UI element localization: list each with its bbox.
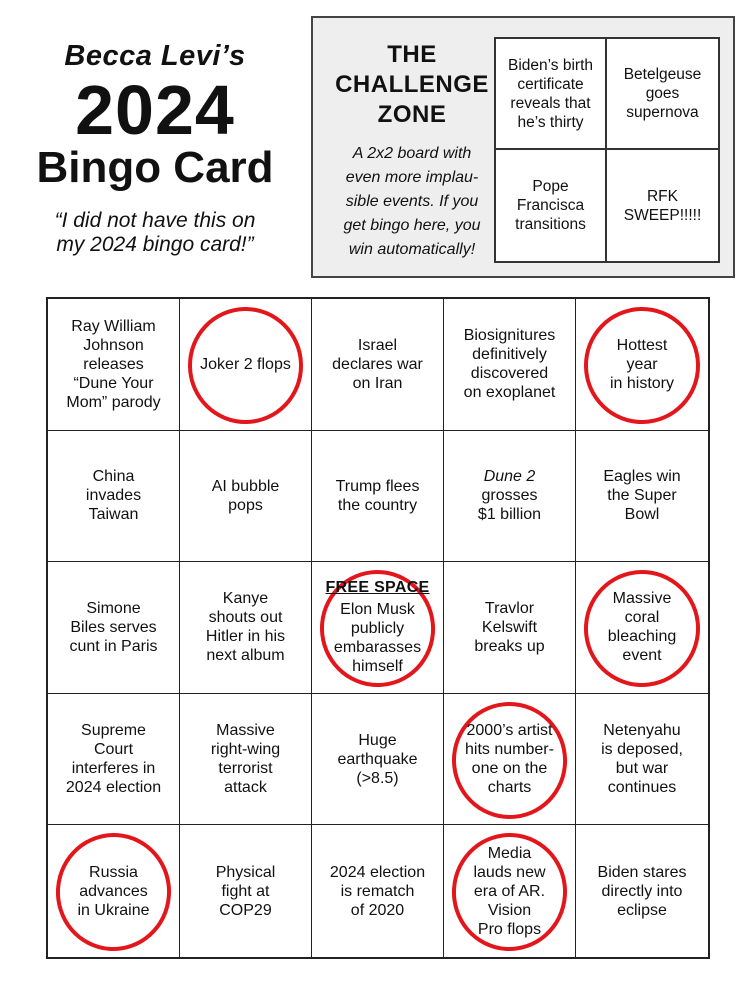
challenge-cell[interactable]	[496, 150, 607, 261]
bingo-cell-text: Elon Musk publicly embarasses himself	[333, 601, 422, 676]
challenge-title: THE CHALLENGE ZONE	[335, 41, 489, 128]
challenge-description: A 2x2 board with even more implau- sible events. If you get bingo here, you win automatically!	[343, 145, 481, 258]
bingo-cell[interactable]	[576, 299, 708, 431]
bingo-cell[interactable]	[180, 694, 312, 826]
bingo-cell[interactable]	[312, 694, 444, 826]
bingo-cell-text: Massive right-wing terrorist attack	[210, 722, 281, 797]
bingo-cell[interactable]	[444, 825, 576, 957]
bingo-cell-text: Travlor Kelswift breaks up	[474, 599, 545, 655]
challenge-grid	[494, 37, 720, 263]
bingo-cell[interactable]	[444, 694, 576, 826]
bingo-cell-text: Huge earthquake (>8.5)	[337, 731, 418, 787]
bingo-cell-text: AI bubble pops	[211, 477, 280, 514]
bingo-cell-text: Physical fight at COP29	[215, 863, 276, 919]
challenge-cell-text: RFK SWEEP!!!!!	[623, 187, 702, 224]
bingo-cell[interactable]	[312, 825, 444, 957]
bingo-cell[interactable]	[576, 825, 708, 957]
bingo-cell-text: Kanye shouts out Hitler in his next album	[205, 590, 286, 665]
bingo-cell-text: Massive coral bleaching event	[607, 590, 677, 665]
challenge-cell[interactable]	[607, 39, 718, 150]
challenge-cell-text: Pope Francisca transitions	[515, 178, 586, 233]
bingo-cell-text: Hottest year in history	[609, 336, 675, 392]
bingo-cell-text: 2024 election is rematch of 2020	[329, 863, 426, 919]
bingo-cell[interactable]	[48, 694, 180, 826]
bingo-cell[interactable]	[312, 299, 444, 431]
challenge-zone	[311, 16, 735, 278]
bingo-cell[interactable]	[576, 431, 708, 563]
bingo-cell[interactable]	[312, 431, 444, 563]
bingo-cell-text: Supreme Court interferes in 2024 election	[65, 722, 162, 797]
bingo-cell[interactable]	[180, 825, 312, 957]
bingo-cell-text: Biosignitures definitively discovered on exoplanet	[463, 327, 556, 402]
bingo-cell-text: Media lauds new era of AR. Vision Pro flops	[473, 844, 546, 938]
bingo-cell[interactable]	[48, 562, 180, 694]
bingo-cell-text: Dune 2 grosses $1 billion	[477, 468, 542, 524]
bingo-cell-text: Netenyahu is deposed, but war continues	[601, 722, 683, 797]
card-header	[20, 40, 290, 257]
bingo-cell-text: China invades Taiwan	[85, 468, 142, 524]
bingo-cell[interactable]	[576, 562, 708, 694]
bingo-cell[interactable]	[444, 431, 576, 563]
bingo-cell-text: 2000’s artist hits number- one on the charts	[465, 722, 554, 797]
challenge-cell[interactable]	[496, 39, 607, 150]
bingo-cell-text: Simone Biles serves cunt in Paris	[69, 599, 158, 655]
bingo-cell[interactable]	[48, 825, 180, 957]
bingo-cell-text: Israel declares war on Iran	[332, 336, 423, 392]
bingo-cell-text: Russia advances in Ukraine	[77, 863, 150, 919]
challenge-cell[interactable]	[607, 150, 718, 261]
bingo-cell-text: Biden stares directly into eclipse	[597, 863, 687, 919]
free-space-label: FREE SPACE	[325, 579, 430, 597]
bingo-cell[interactable]	[180, 562, 312, 694]
bingo-cell-free-space[interactable]	[312, 562, 444, 694]
bingo-cell-text: Eagles win the Super Bowl	[603, 468, 681, 524]
bingo-cell[interactable]	[444, 299, 576, 431]
bingo-cell[interactable]	[576, 694, 708, 826]
bingo-cell[interactable]	[444, 562, 576, 694]
author-name: Becca Levi’s	[64, 40, 246, 72]
bingo-cell[interactable]	[180, 431, 312, 563]
card-quote: “I did not have this on my 2024 bingo card!”	[54, 209, 256, 256]
card-title: Bingo Card	[36, 143, 274, 192]
card-year: 2024	[75, 71, 235, 149]
bingo-board	[46, 297, 710, 959]
bingo-cell-text: Ray William Johnson releases “Dune Your Mom” parody	[66, 317, 161, 411]
bingo-cell[interactable]	[180, 299, 312, 431]
bingo-cell-text: Joker 2 flops	[200, 355, 291, 373]
bingo-cell[interactable]	[48, 431, 180, 563]
challenge-cell-text: Biden’s birth certificate reveals that he’s thirty	[507, 56, 593, 131]
bingo-cell[interactable]	[48, 299, 180, 431]
bingo-cell-text: Trump flees the country	[335, 477, 420, 514]
challenge-cell-text: Betelgeuse goes supernova	[623, 66, 702, 121]
